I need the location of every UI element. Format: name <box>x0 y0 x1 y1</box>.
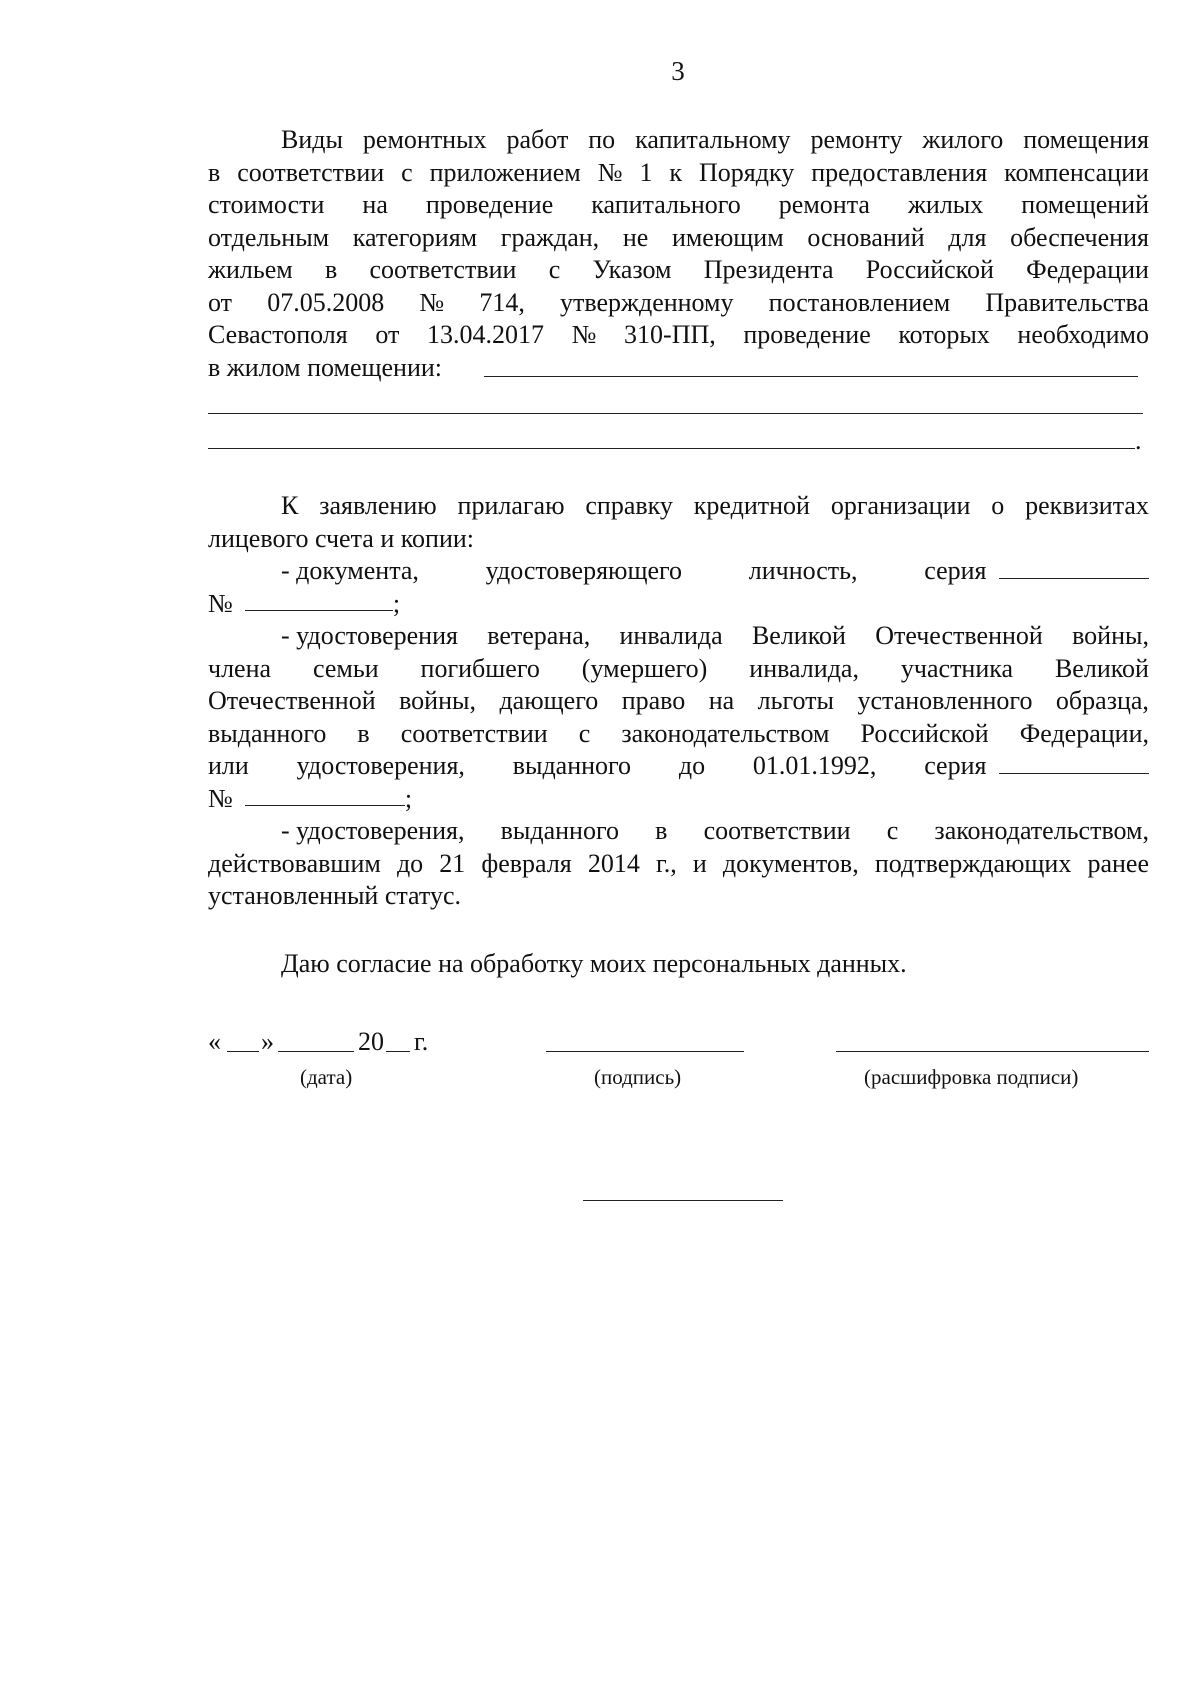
word: ремонту <box>810 125 903 154</box>
word: 1 <box>639 157 653 187</box>
word: обеспечения <box>1010 222 1149 252</box>
number-line <box>208 783 1149 816</box>
word: Великой <box>1054 653 1149 683</box>
number-line <box>208 588 1149 621</box>
word: оснований <box>807 222 925 252</box>
word: № <box>571 320 597 349</box>
paragraph-line <box>208 653 1149 686</box>
word: на <box>708 686 735 715</box>
word: ветерана, <box>487 621 591 650</box>
paragraph-line <box>208 880 1149 913</box>
word: законодательством, <box>934 816 1149 845</box>
word: выданного <box>512 751 632 780</box>
repair-works-blank-line[interactable] <box>208 413 1143 414</box>
day-blank[interactable] <box>227 1029 259 1052</box>
word: Великой <box>751 621 846 650</box>
attachments-paragraph <box>208 490 1149 913</box>
word: К <box>281 491 299 520</box>
word: к <box>669 157 683 187</box>
word: войны, <box>1072 621 1149 650</box>
word: ремонта <box>778 190 870 219</box>
word: компенсации <box>1004 157 1149 187</box>
word: стоимости <box>208 190 325 219</box>
number-sign: № <box>208 588 233 618</box>
word: - документа, <box>281 556 419 585</box>
series-label: серия <box>924 751 987 780</box>
word: - удостоверения, <box>281 816 465 845</box>
word: инвалида <box>619 621 723 650</box>
identity-document-line <box>208 555 1149 588</box>
word: приложением <box>429 157 581 187</box>
word: 714, <box>479 287 525 317</box>
word: 07.05.2008 <box>267 287 385 317</box>
word: или <box>208 751 249 780</box>
word: прилагаю <box>457 491 565 520</box>
word: Российской <box>865 255 994 284</box>
paragraph-line <box>208 685 1149 718</box>
word: жильем <box>208 255 293 284</box>
word: соответствии <box>400 718 548 748</box>
word: соответствии <box>237 157 385 187</box>
word: помещения <box>1023 125 1149 154</box>
word: отдельным <box>208 222 330 252</box>
word: г., <box>655 848 677 878</box>
word: образца, <box>1055 686 1149 715</box>
word: члена <box>208 653 272 683</box>
word: от <box>375 320 400 349</box>
word: проведение <box>743 320 871 349</box>
word: удостоверяющего <box>485 556 683 585</box>
word: Президента <box>703 255 834 284</box>
series-field <box>924 555 1149 588</box>
consent-text: Даю согласие на обработку моих персональных данных. <box>281 949 907 978</box>
paragraph-line <box>208 948 1149 981</box>
word: категориям <box>352 222 478 252</box>
signature-row <box>208 1027 1149 1107</box>
open-quote: « <box>208 1027 221 1056</box>
word: проведение <box>425 190 554 219</box>
word: документов, <box>722 848 859 878</box>
word: необходимо <box>1017 320 1149 349</box>
word: 21 <box>439 848 466 878</box>
month-blank[interactable] <box>278 1029 354 1052</box>
word: Севастополя <box>208 320 348 349</box>
paragraph-line <box>208 189 1149 222</box>
word: удостоверения, <box>296 751 465 780</box>
word: выданного <box>500 816 619 845</box>
veteran-certificate-series-line <box>208 750 1149 783</box>
paragraph-line <box>208 490 1149 523</box>
year-suffix: г. <box>414 1027 429 1056</box>
consent-paragraph <box>208 948 1149 981</box>
word: в <box>357 718 370 748</box>
word: с <box>548 255 561 284</box>
paragraph-line <box>208 815 1149 848</box>
word: Порядку <box>699 157 795 187</box>
word: жилого <box>922 125 1004 154</box>
word: реквизитах <box>1025 491 1149 520</box>
word: 13.04.2017 <box>427 320 544 349</box>
word: Федерации <box>1026 255 1149 284</box>
decoding-caption: (расшифровка подписи) <box>864 1065 1079 1089</box>
word: от <box>208 287 233 317</box>
period-mark: . <box>1135 426 1142 455</box>
word: Отечественной <box>208 686 376 715</box>
word: капитального <box>591 190 741 219</box>
year-prefix: 20 <box>358 1027 384 1056</box>
paragraph-line <box>208 319 1149 352</box>
word: Российской <box>860 718 989 748</box>
year-blank[interactable] <box>386 1029 410 1052</box>
word: Федерации, <box>1019 718 1149 748</box>
word: 310-ПП, <box>624 320 716 349</box>
word: с <box>886 816 899 845</box>
word: работ <box>506 125 569 154</box>
word: капитальному <box>635 125 791 154</box>
date-caption: (дата) <box>300 1065 353 1089</box>
word: Указом <box>592 255 672 284</box>
attachments-intro-last: лицевого счета и копии: <box>208 523 475 553</box>
paragraph-line <box>208 848 1149 881</box>
signature-decoding-blank[interactable] <box>836 1029 1149 1052</box>
repair-works-blank-line[interactable] <box>484 376 1138 377</box>
word: заявлению <box>319 491 437 520</box>
word: для <box>948 222 987 252</box>
word: ремонтных <box>362 125 487 154</box>
word: до <box>396 848 424 878</box>
word: действовавшим <box>208 848 381 878</box>
word: жилых <box>907 190 984 219</box>
word: установленного <box>857 686 1033 715</box>
word: соответствии <box>369 255 517 284</box>
series-field <box>924 750 1149 783</box>
word: № <box>597 157 623 187</box>
word: имеющим <box>671 222 784 252</box>
word: законодательством <box>621 718 830 748</box>
word: в <box>655 816 668 845</box>
word: семьи <box>312 653 379 683</box>
living-premises-label: в жилом помещении: <box>208 352 443 382</box>
word: участника <box>900 653 1014 683</box>
paragraph-line <box>208 352 1149 385</box>
word: утвержденному <box>559 287 734 317</box>
paragraph-line <box>208 718 1149 751</box>
word: постановлением <box>768 287 951 317</box>
word: подтверждающих <box>874 848 1072 878</box>
word: Виды <box>281 125 343 154</box>
closing-rule <box>583 1200 783 1201</box>
series-label: серия <box>924 556 987 585</box>
word: право <box>621 686 686 715</box>
semicolon: ; <box>404 783 413 813</box>
word: войны, <box>399 686 476 715</box>
word: до <box>678 751 706 780</box>
paragraph-line <box>208 523 1149 556</box>
word: дающего <box>499 686 599 715</box>
word: справку <box>585 491 673 520</box>
word: погибшего <box>420 653 540 683</box>
series-blank[interactable] <box>999 751 1149 774</box>
word: выданного <box>208 718 327 748</box>
paragraph-line <box>208 124 1149 157</box>
paragraph-line <box>208 287 1149 320</box>
word: о <box>991 491 1005 520</box>
paragraph-line <box>208 254 1149 287</box>
word: инвалида, <box>749 653 859 683</box>
semicolon: ; <box>392 588 401 618</box>
repair-works-paragraph <box>208 124 1149 384</box>
word: в <box>324 255 338 284</box>
word: 01.01.1992, <box>752 751 877 780</box>
word: которых <box>898 320 990 349</box>
paragraph-line <box>208 620 1149 653</box>
close-quote: » <box>261 1027 274 1056</box>
word: ранее <box>1087 848 1149 878</box>
series-blank[interactable] <box>999 556 1149 579</box>
page-number: 3 <box>671 56 685 86</box>
word: граждан, <box>500 222 600 252</box>
word: 2014 <box>587 848 640 878</box>
word: предоставления <box>811 157 988 187</box>
word: помещений <box>1021 190 1149 219</box>
repair-works-blank-line[interactable] <box>208 448 1135 449</box>
word: февраля <box>481 848 572 878</box>
word: Правительства <box>985 287 1149 317</box>
number-blank[interactable] <box>245 783 405 806</box>
paragraph-line <box>208 157 1149 190</box>
word: с <box>401 157 413 187</box>
word: на <box>362 190 388 219</box>
number-sign: № <box>208 783 233 813</box>
attachments-last-line: установленный статус. <box>208 881 461 910</box>
word: соответствии <box>703 816 851 845</box>
word: (умершего) <box>581 653 708 683</box>
word: льготы <box>757 686 835 715</box>
word: по <box>588 125 616 154</box>
paragraph-line <box>208 222 1149 255</box>
signature-blank[interactable] <box>546 1029 744 1052</box>
number-blank[interactable] <box>245 588 393 611</box>
word: организации <box>830 491 971 520</box>
word: № <box>419 287 445 317</box>
word: не <box>622 222 649 252</box>
signature-caption: (подпись) <box>594 1065 682 1089</box>
word: кредитной <box>693 491 810 520</box>
word: личность, <box>748 556 858 585</box>
word: - удостоверения <box>281 621 458 650</box>
word: и <box>692 848 707 878</box>
word: Отечественной <box>875 621 1043 650</box>
word: с <box>578 718 591 748</box>
word: в <box>208 157 221 187</box>
